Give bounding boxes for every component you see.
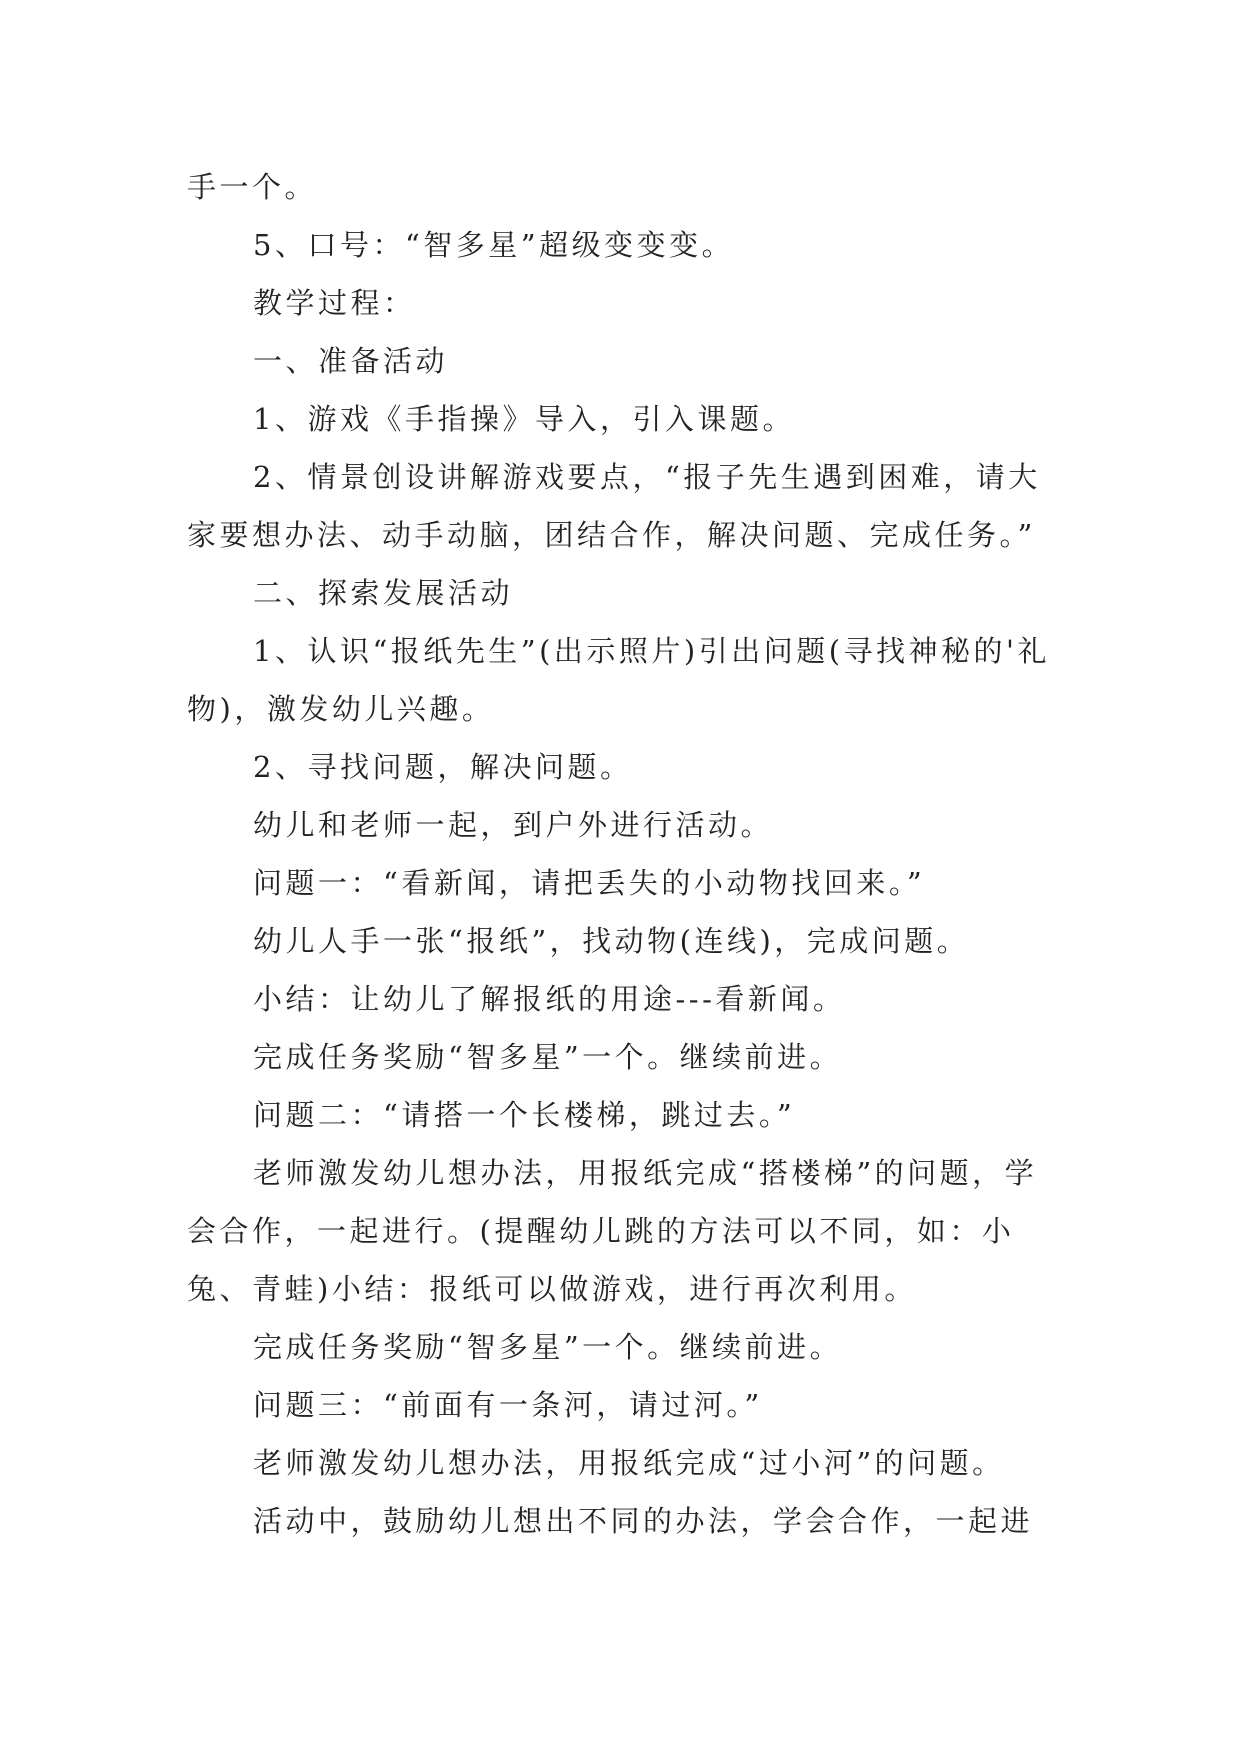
paragraph-6: 2、情景创设讲解游戏要点，“报子先生遇到困难，请大家要想办法、动手动脑，团结合作，解决问题、完成任务。” [187, 460, 1041, 552]
paragraph-15: 问题二：“请搭一个长楼梯，跳过去。” [253, 1098, 796, 1132]
paragraph-17: 完成任务奖励“智多星”一个。继续前进。 [253, 1330, 843, 1364]
paragraph-5: 1、游戏《手指操》导入，引入课题。 [253, 402, 795, 436]
paragraph-16: 老师激发幼儿想办法，用报纸完成“搭楼梯”的问题，学会合作，一起进行。(提醒幼儿跳的方法可以不同，如：小兔、青蛙)小结：报纸可以做游戏，进行再次利用。 [187, 1156, 1038, 1306]
document-body [187, 158, 1067, 1550]
paragraph-3: 教学过程： [253, 286, 416, 320]
paragraph-8: 1、认识“报纸先生”(出示照片)引出问题(寻找神秘的'礼物)，激发幼儿兴趣。 [187, 634, 1051, 726]
paragraph-12: 幼儿人手一张“报纸”，找动物(连线)，完成问题。 [253, 924, 970, 958]
paragraph-2: 5、口号：“智多星”超级变变变。 [253, 228, 735, 262]
paragraph-14: 完成任务奖励“智多星”一个。继续前进。 [253, 1040, 843, 1074]
paragraph-20: 活动中，鼓励幼儿想出不同的办法，学会合作，一起进 [253, 1504, 1034, 1538]
paragraph-9: 2、寻找问题，解决问题。 [253, 750, 633, 784]
paragraph-18: 问题三：“前面有一条河，请过河。” [253, 1388, 763, 1422]
paragraph-19: 老师激发幼儿想办法，用报纸完成“过小河”的问题。 [253, 1446, 1005, 1480]
paragraph-13: 小结：让幼儿了解报纸的用途---看新闻。 [253, 982, 846, 1016]
paragraph-10: 幼儿和老师一起，到户外进行活动。 [253, 808, 774, 842]
paragraph-11: 问题一：“看新闻，请把丢失的小动物找回来。” [253, 866, 926, 900]
paragraph-1: 手一个。 [187, 170, 318, 204]
paragraph-4: 一、准备活动 [253, 344, 449, 378]
paragraph-7: 二、探索发展活动 [253, 576, 514, 610]
